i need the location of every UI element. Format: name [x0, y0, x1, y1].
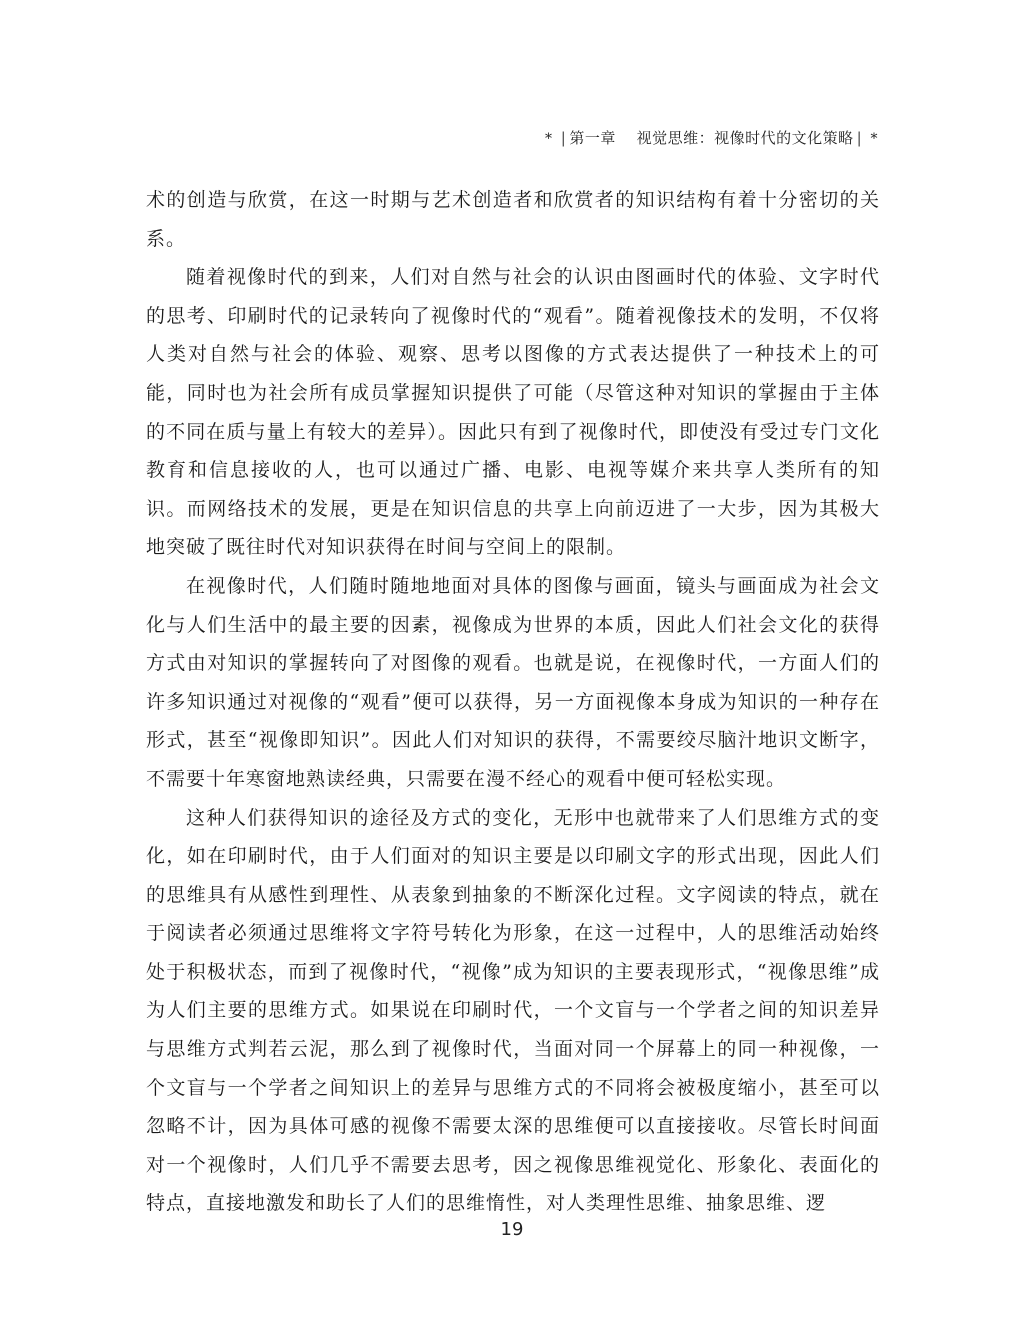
- page-number: 19: [500, 1219, 524, 1240]
- chapter-title: 视觉思维：视像时代的文化策略: [636, 129, 854, 147]
- chapter-label: 第一章: [569, 129, 616, 147]
- running-header: [545, 127, 878, 148]
- header-divider-left: |: [560, 129, 567, 147]
- paragraph-continued: 术的创造与欣赏，在这一时期与艺术创造者和欣赏者的知识结构有着十分密切的关系。: [146, 189, 880, 250]
- paragraph: 随着视像时代的到来，人们对自然与社会的认识由图画时代的体验、文字时代的思考、印刷时代的记录转向了视像时代的“观看”。随着视像技术的发明，不仅将人类对自然与社会的体验、观察、思考以图像的方式表达提供了一种技术上的可能，同时也为社会所有成员掌握知识提供了可能（尽管这种对知识的掌握由于主体的不同在质与量上有较大的差异）。因此只有到了视像时代，即使没有受过专门文化教育和信息接收的人，也可以通过广播、电影、电视等媒介来共享人类所有的知识。而网络技术的发展，更是在知识信息的共享上向前迈进了一大步，因为其极大地突破了既往时代对知识获得在时间与空间上的限制。: [146, 266, 880, 559]
- paragraph: 在视像时代，人们随时随地地面对具体的图像与画面，镜头与画面成为社会文化与人们生活中的最主要的因素，视像成为世界的本质，因此人们社会文化的获得方式由对知识的掌握转向了对图像的观看。也就是说，在视像时代，一方面人们的许多知识通过对视像的“观看”便可以获得，另一方面视像本身成为知识的一种存在形式，甚至“视像即知识”。因此人们对知识的获得，不需要绞尽脑汁地识文断字，不需要十年寒窗地熟读经典，只需要在漫不经心的观看中便可轻松实现。: [146, 574, 880, 790]
- star-ornament-right: *: [870, 131, 878, 147]
- header-divider-right: |: [856, 129, 863, 147]
- star-ornament-left: *: [545, 131, 553, 147]
- body-text: [146, 181, 880, 1223]
- paragraph: 这种人们获得知识的途径及方式的变化，无形中也就带来了人们思维方式的变化，如在印刷时代，由于人们面对的知识主要是以印刷文字的形式出现，因此人们的思维具有从感性到理性、从表象到抽象的不断深化过程。文字阅读的特点，就在于阅读者必须通过思维将文字符号转化为形象，在这一过程中，人的思维活动始终处于积极状态，而到了视像时代，“视像”成为知识的主要表现形式，“视像思维”成为人们主要的思维方式。如果说在印刷时代，一个文盲与一个学者之间的知识差异与思维方式判若云泥，那么到了视像时代，当面对同一个屏幕上的同一种视像，一个文盲与一个学者之间知识上的差异与思维方式的不同将会被极度缩小，甚至可以忽略不计，因为具体可感的视像不需要太深的思维便可以直接接收。尽管长时间面对一个视像时，人们几乎不需要去思考，因之视像思维视觉化、形象化、表面化的特点，直接地激发和助长了人们的思维惰性，对人类理性思维、抽象思维、逻: [146, 806, 880, 1215]
